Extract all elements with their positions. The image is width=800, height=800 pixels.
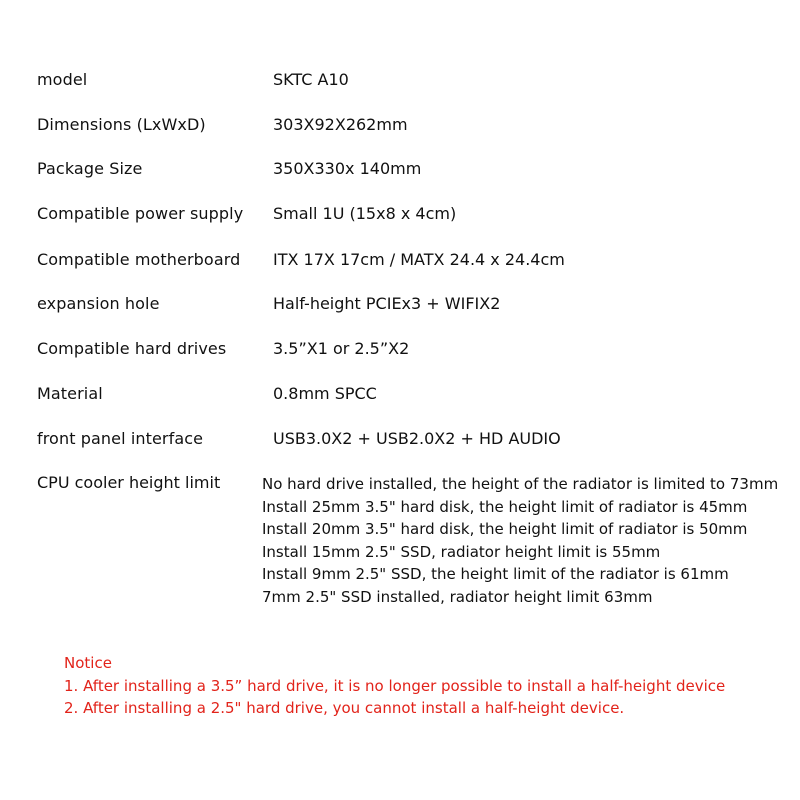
- spec-row-motherboard: [0, 250, 800, 280]
- spec-row-front-panel: [0, 429, 800, 459]
- cpu-cooler-limits-list: [262, 473, 778, 609]
- spec-label: model: [37, 70, 88, 89]
- cpu-cooler-limit-line: No hard drive installed, the height of the radiator is limited to 73mm: [262, 475, 779, 493]
- notice-item: 2. After installing a 2.5" hard drive, you cannot install a half-height device.: [64, 699, 625, 717]
- spec-value: ITX 17X 17cm / MATX 24.4 x 24.4cm: [273, 250, 565, 269]
- spec-label: Compatible hard drives: [37, 339, 227, 358]
- spec-row-dimensions: [0, 115, 800, 145]
- spec-row-model: [0, 70, 800, 100]
- notice-section: [64, 652, 725, 720]
- spec-value: 0.8mm SPCC: [273, 384, 377, 403]
- cpu-cooler-limit-line: 7mm 2.5" SSD installed, radiator height limit 63mm: [262, 587, 653, 606]
- spec-row-hard-drives: [0, 339, 800, 369]
- spec-value: Half-height PCIEx3 + WIFIX2: [273, 294, 501, 313]
- cpu-cooler-limit-line: Install 25mm 3.5" hard disk, the height limit of radiator is 45mm: [262, 497, 748, 516]
- spec-label: Dimensions (LxWxD): [37, 115, 206, 134]
- spec-value: 350X330x 140mm: [273, 159, 422, 178]
- spec-row-package-size: [0, 159, 800, 189]
- notice-item: 1. After installing a 3.5” hard drive, it is no longer possible to install a half-height device: [64, 676, 726, 695]
- spec-label: Compatible power supply: [37, 204, 244, 223]
- spec-label: Package Size: [37, 159, 143, 178]
- cpu-cooler-limit-line: Install 9mm 2.5" SSD, the height limit of the radiator is 61mm: [262, 565, 729, 584]
- spec-row-material: [0, 384, 800, 414]
- spec-label: front panel interface: [37, 429, 204, 448]
- spec-row-power-supply: [0, 204, 800, 234]
- cpu-cooler-limit-line: Install 20mm 3.5" hard disk, the height limit of radiator is 50mm: [262, 520, 748, 539]
- spec-label: expansion hole: [37, 294, 160, 313]
- spec-row-expansion-hole: [0, 294, 800, 324]
- spec-label: Compatible motherboard: [37, 250, 241, 269]
- notice-title: Notice: [64, 654, 112, 672]
- spec-value: USB3.0X2 + USB2.0X2 + HD AUDIO: [273, 429, 561, 448]
- spec-label: CPU cooler height limit: [37, 473, 221, 492]
- spec-value: 303X92X262mm: [273, 115, 408, 134]
- spec-value: SKTC A10: [273, 70, 349, 89]
- cpu-cooler-limit-line: Install 15mm 2.5" SSD, radiator height limit is 55mm: [262, 542, 661, 561]
- spec-value: 3.5”X1 or 2.5”X2: [273, 339, 410, 358]
- spec-value: Small 1U (15x8 x 4cm): [273, 204, 457, 223]
- spec-label: Material: [37, 384, 103, 403]
